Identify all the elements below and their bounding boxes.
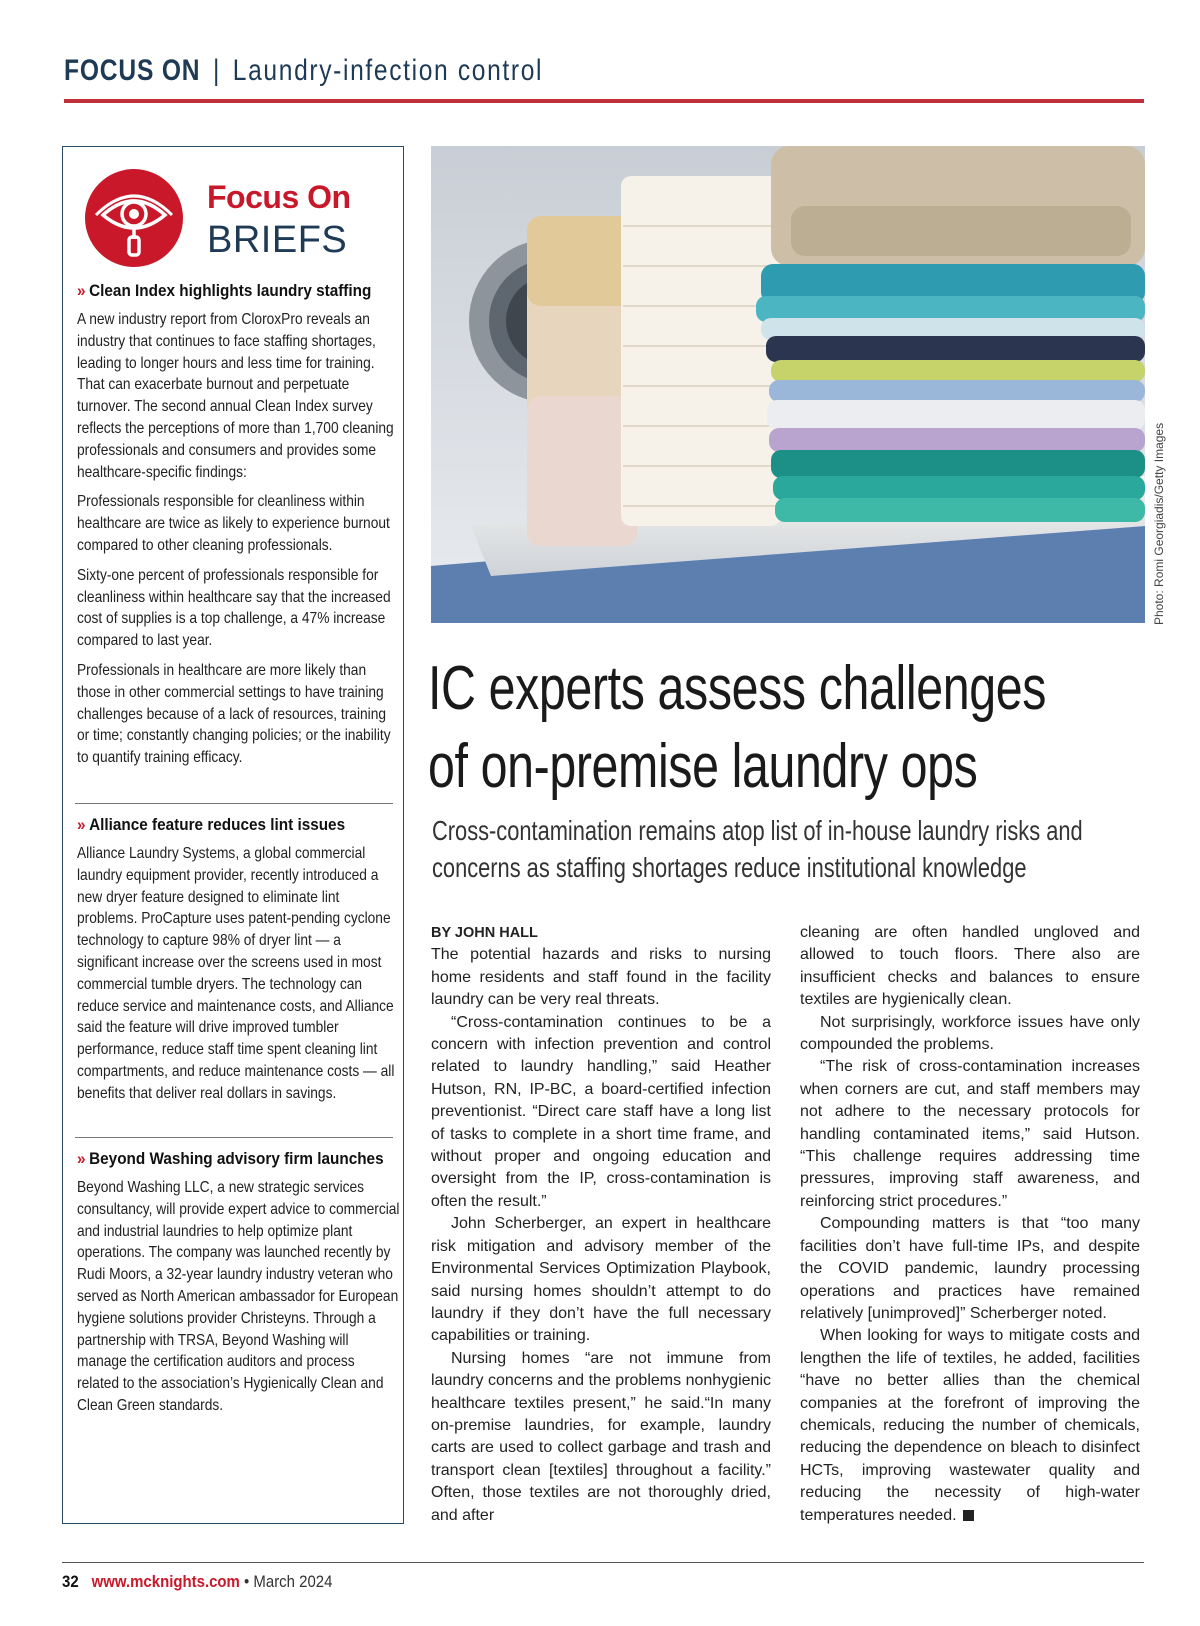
article-deck: [432, 812, 1118, 886]
laundry-stacks-photo: [431, 146, 1145, 623]
brief-heading-text: Beyond Washing advisory firm launches: [89, 1149, 384, 1168]
brief-paragraph: Professionals in healthcare are more likely than those in other commercial settings to have training challenges because of a lack of resources, training or time; constantly changing policies; or the inability to quantify training efficacy.: [77, 661, 391, 767]
headline-line: of on-premise laundry ops: [428, 732, 978, 801]
brief-paragraph: A new industry report from CloroxPro reveals an industry that continues to face staffing shortages, leading to longer hours and less time for training. That can exacerbate burnout and perpetuate turnover. The second annual Clean Index survey reflects the perceptions of more than 1,700 cleaning professionals and consumers and provides some healthcare-specific findings:: [77, 311, 394, 481]
page-footer: [62, 1572, 332, 1592]
logo-subtitle: BRIEFS: [207, 219, 348, 261]
article-paragraph: “Cross-contamination continues to be a concern with infection prevention and control related to laundry handling,” said Heather Hutson, RN, IP-BC, a board-certified infection preventionist. “Direct care staff have a long list of tasks to complete in a short time frame, and without proper and ongoing education and oversight from the IP, cross-contamination is often the result.”: [431, 1013, 771, 1210]
footer-rule: [62, 1562, 1144, 1563]
page-header: [64, 54, 1144, 98]
article-paragraph: Compounding matters is that “too many facilities don’t have full-time IPs, and despite the COVID pandemic, laundry processing operations and practices have remained relatively [unimproved]” Scherberger noted.: [800, 1215, 1140, 1322]
header-separator: |: [212, 54, 221, 87]
brief-heading: [77, 1149, 392, 1169]
page-number: 32: [62, 1572, 79, 1591]
brief-divider: [75, 1137, 393, 1138]
photo-credit: Photo: Romi Georgiadis/Getty Images: [1152, 422, 1166, 625]
brief-paragraph: Professionals responsible for cleanliness within healthcare are twice as likely to experience burnout compared to other cleaning professionals.: [77, 493, 390, 554]
brief-alliance: [77, 815, 395, 1113]
chevron-right-icon: »: [77, 815, 86, 834]
article-headline: [428, 650, 1153, 806]
header-rule: [64, 99, 1144, 103]
article-paragraph: [800, 1325, 1140, 1527]
article-paragraph: “The risk of cross-contamination increases when corners are cut, and staff members may not adhere to the necessary protocols for handling contaminated items,” said Hutson. “This challenge requires addressing time pressures, improving staff awareness, and reinforcing strict procedures.”: [800, 1058, 1140, 1210]
article-paragraph: The potential hazards and risks to nursing home residents and staff found in the facility laundry can be very real threats.: [431, 946, 771, 1009]
brief-divider: [75, 803, 393, 804]
article-text: When looking for ways to mitigate costs and lengthen the life of textiles, he added, facilities “have no better allies than the chemical companies at the forefront of improving the chemicals, reducing the number of chemicals, reducing the dependence on bleach to disinfect HCTs, improving wastewater quality and reducing the necessity of high-water temperatures needed.: [800, 1327, 1140, 1524]
brief-heading-text: Alliance feature reduces lint issues: [89, 815, 346, 834]
website-link[interactable]: www.mcknights.com: [91, 1572, 240, 1591]
article-paragraph: Nursing homes “are not immune from laundry concerns and the problems nonhygienic healthcare textiles present,” he said.“In many on-premise laundries, for example, laundry carts are used to collect garbage and trash and transport clean [textiles] throughout a facility.” Often, those textiles are not thoroughly dried, and after: [431, 1349, 771, 1524]
section-name: FOCUS ON: [64, 54, 201, 87]
article-paragraph: cleaning are often handled ungloved and allowed to touch floors. There also are insufficient checks and balances to ensure textiles are hygienically clean.: [800, 924, 1140, 1009]
briefs-sidebar: [62, 146, 404, 1524]
chevron-right-icon: »: [77, 281, 86, 300]
article-column-2: [800, 922, 1140, 1527]
logo-title: Focus On: [207, 179, 351, 215]
brief-heading: [77, 815, 392, 835]
deck-line: Cross-contamination remains atop list of in-house laundry risks and: [432, 815, 1083, 846]
end-mark-icon: [963, 1510, 974, 1521]
issue-date: • March 2024: [239, 1572, 333, 1591]
brief-paragraph: Sixty-one percent of professionals responsible for cleanliness within healthcare say that the increased cost of supplies is a top challenge, a 47% increase compared to last year.: [77, 566, 391, 650]
article-column-1: [431, 922, 771, 1527]
article-paragraph: Not surprisingly, workforce issues have only compounded the problems.: [800, 1013, 1140, 1054]
article-paragraph: John Scherberger, an expert in healthcare risk mitigation and advisory member of the Environmental Services Optimization Playbook, said nursing homes shouldn’t attempt to do laundry if they don’t have the full necessary capabilities or training.: [431, 1215, 771, 1345]
chevron-right-icon: »: [77, 1149, 86, 1168]
brief-heading: [77, 281, 392, 301]
section-label: [64, 54, 543, 88]
deck-line: concerns as staffing shortages reduce institutional knowledge: [432, 852, 1027, 883]
brief-clean-index: [77, 281, 395, 777]
briefs-logo: [85, 169, 385, 269]
byline: BY JOHN HALL: [431, 925, 538, 941]
brief-heading-text: Clean Index highlights laundry staffing: [89, 281, 372, 300]
brief-paragraph: Beyond Washing LLC, a new strategic services consultancy, will provide expert advice to commercial and industrial laundries to help optimize plant operations. The company was launched recently by Rudi Moors, a 32-year laundry industry veteran who served as North American ambassador for European hygiene solutions provider Christeyns. Through a partnership with TRSA, Beyond Washing will manage the certification auditors and process related to the association’s Hygienically Clean and Clean Green standards.: [77, 1179, 400, 1414]
eye-magnifier-icon: [85, 169, 183, 267]
section-topic: Laundry-infection control: [232, 54, 544, 87]
brief-beyond-washing: [77, 1149, 400, 1425]
brief-paragraph: Alliance Laundry Systems, a global commercial laundry equipment provider, recently introduced a new dryer feature designed to eliminate lint problems. ProCapture uses patent-pending cyclone technology to capture 98% of dryer lint — a significant increase over the screens used in most commercial tumble dryers. The technology can reduce service and maintenance costs, and Alliance said the feature will drive improved tumbler performance, reduce staff time spent cleaning lint compartments, and reduce maintenance costs — all benefits that deliver real dollars in savings.: [77, 845, 395, 1102]
headline-line: IC experts assess challenges: [428, 654, 1047, 723]
